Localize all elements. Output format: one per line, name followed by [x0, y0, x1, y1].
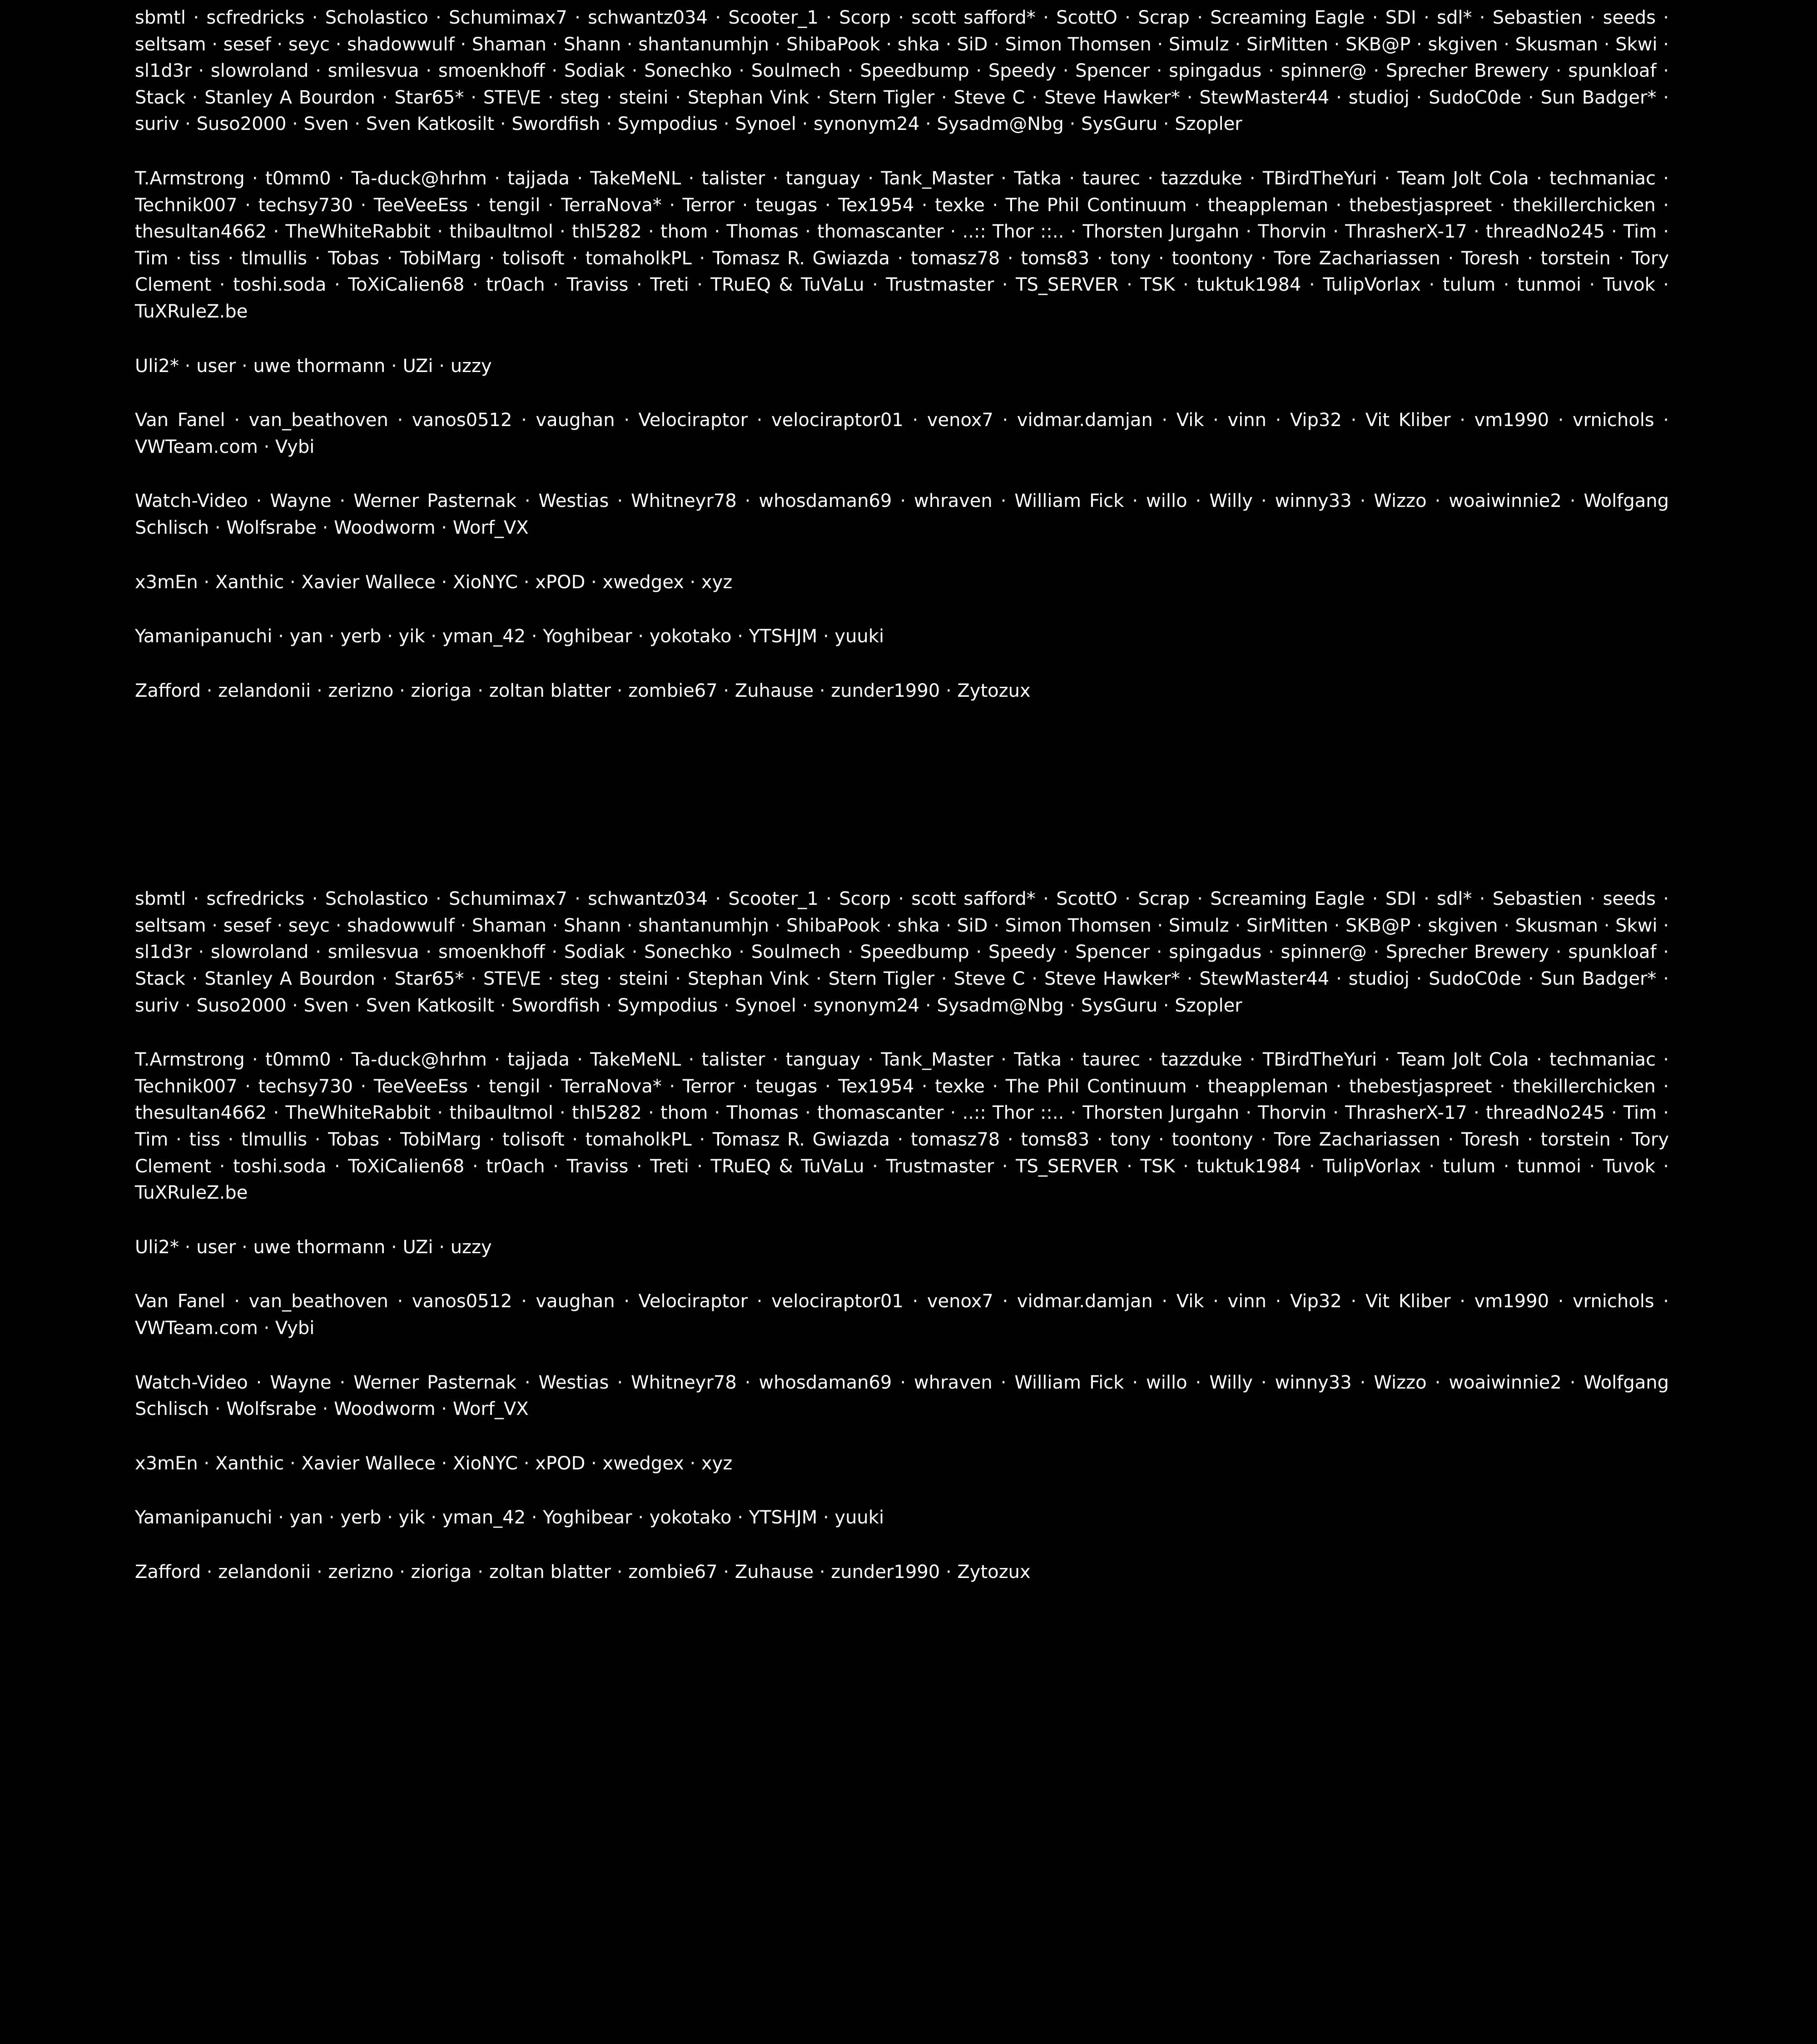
- credits-paragraph-T: T.Armstrong · t0mm0 · Ta-duck@hrhm · tajjada · TakeMeNL · talister · tanguay · Tank_Master · Tatka · taurec · tazzduke · TBirdTheYuri · Team Jolt Cola · techmaniac · Technik007 · techsy730 · TeeVeeEss · tengil · TerraNova* · Terror · teugas · Tex1954 · texke · The Phil Continuum · theappleman · thebestjaspreet · thekillerchicken · thesultan4662 · TheWhiteRabbit · thibaultmol · thl5282 · thom · Thomas · thomascanter · ..:: Thor ::.. · Thorsten Jurgahn · Thorvin · ThrasherX-17 · threadNo245 · Tim · Tim · tiss · tlmullis · Tobas · TobiMarg · tolisoft · tomaholkPL · Tomasz R. Gwiazda · tomasz78 · toms83 · tony · toontony · Tore Zachariassen · Toresh · torstein · Tory Clement · toshi.soda · ToXiCalien68 · tr0ach · Traviss · Treti · TRuEQ & TuVaLu · Trustmaster · TS_SERVER · TSK · tuktuk1984 · TulipVorlax · tulum · tunmoi · Tuvok · TuXRuleZ.be: [135, 168, 1669, 322]
- credits-paragraph-T: T.Armstrong · t0mm0 · Ta-duck@hrhm · tajjada · TakeMeNL · talister · tanguay · Tank_Master · Tatka · taurec · tazzduke · TBirdTheYuri · Team Jolt Cola · techmaniac · Technik007 · techsy730 · TeeVeeEss · tengil · TerraNova* · Terror · teugas · Tex1954 · texke · The Phil Continuum · theappleman · thebestjaspreet · thekillerchicken · thesultan4662 · TheWhiteRabbit · thibaultmol · thl5282 · thom · Thomas · thomascanter · ..:: Thor ::.. · Thorsten Jurgahn · Thorvin · ThrasherX-17 · threadNo245 · Tim · Tim · tiss · tlmullis · Tobas · TobiMarg · tolisoft · tomaholkPL · Tomasz R. Gwiazda · tomasz78 · toms83 · tony · toontony · Tore Zachariassen · Toresh · torstein · Tory Clement · toshi.soda · ToXiCalien68 · tr0ach · Traviss · Treti · TRuEQ & TuVaLu · Trustmaster · TS_SERVER · TSK · tuktuk1984 · TulipVorlax · tulum · tunmoi · Tuvok · TuXRuleZ.be: [135, 1049, 1669, 1204]
- credits-list-copy-1: [135, 5, 1669, 704]
- credits-paragraph-W: Watch-Video · Wayne · Werner Pasternak · Westias · Whitneyr78 · whosdaman69 · whraven · William Fick · willo · Willy · winny33 · Wizzo · woaiwinnie2 · Wolfgang Schlisch · Wolfsrabe · Woodworm · Worf_VX: [135, 1372, 1669, 1420]
- credits-paragraph-U: Uli2* · user · uwe thormann · UZi · uzzy: [135, 355, 492, 377]
- credits-list-copy-2: [135, 886, 1669, 1585]
- credits-paragraph-V: Van Fanel · van_beathoven · vanos0512 · vaughan · Velociraptor · velociraptor01 · venox7 · vidmar.damjan · Vik · vinn · Vip32 · Vit Kliber · vm1990 · vrnichols · VWTeam.com · Vybi: [135, 1291, 1669, 1339]
- credits-paragraph-Z: Zafford · zelandonii · zerizno · zioriga · zoltan blatter · zombie67 · Zuhause · zunder1990 · Zytozux: [135, 1561, 1031, 1583]
- credits-paragraph-W: Watch-Video · Wayne · Werner Pasternak · Westias · Whitneyr78 · whosdaman69 · whraven · William Fick · willo · Willy · winny33 · Wizzo · woaiwinnie2 · Wolfgang Schlisch · Wolfsrabe · Woodworm · Worf_VX: [135, 491, 1669, 538]
- credits-paragraph-Y: Yamanipanuchi · yan · yerb · yik · yman_42 · Yoghibear · yokotako · YTSHJM · yuuki: [135, 626, 884, 647]
- credits-paragraph-V: Van Fanel · van_beathoven · vanos0512 · vaughan · Velociraptor · velociraptor01 · venox7 · vidmar.damjan · Vik · vinn · Vip32 · Vit Kliber · vm1990 · vrnichols · VWTeam.com · Vybi: [135, 410, 1669, 457]
- credits-paragraph-U: Uli2* · user · uwe thormann · UZi · uzzy: [135, 1236, 492, 1258]
- credits-paragraph-S: sbmtl · scfredricks · Scholastico · Schumimax7 · schwantz034 · Scooter_1 · Scorp · scott safford* · ScottO · Scrap · Screaming Eagle · SDI · sdl* · Sebastien · seeds · seltsam · sesef · seyc · shadowwulf · Shaman · Shann · shantanumhjn · ShibaPook · shka · SiD · Simon Thomsen · Simulz · SirMitten · SKB@P · skgiven · Skusman · Skwi · sl1d3r · slowroland · smilesvua · smoenkhoff · Sodiak · Sonechko · Soulmech · Speedbump · Speedy · Spencer · spingadus · spinner@ · Sprecher Brewery · spunkloaf · Stack · Stanley A Bourdon · Star65* · STE\/E · steg · steini · Stephan Vink · Stern Tigler · Steve C · Steve Hawker* · StewMaster44 · studioj · SudoC0de · Sun Badger* · suriv · Suso2000 · Sven · Sven Katkosilt · Swordfish · Sympodius · Synoel · synonym24 · Sysadm@Nbg · SysGuru · Szopler: [135, 7, 1669, 135]
- credits-paragraph-Y: Yamanipanuchi · yan · yerb · yik · yman_42 · Yoghibear · yokotako · YTSHJM · yuuki: [135, 1507, 884, 1528]
- credits-paragraph-X: x3mEn · Xanthic · Xavier Wallece · XioNYC · xPOD · xwedgex · xyz: [135, 1453, 733, 1474]
- credits-paragraph-X: x3mEn · Xanthic · Xavier Wallece · XioNYC · xPOD · xwedgex · xyz: [135, 571, 733, 593]
- credits-paragraph-S: sbmtl · scfredricks · Scholastico · Schumimax7 · schwantz034 · Scooter_1 · Scorp · scott safford* · ScottO · Scrap · Screaming Eagle · SDI · sdl* · Sebastien · seeds · seltsam · sesef · seyc · shadowwulf · Shaman · Shann · shantanumhjn · ShibaPook · shka · SiD · Simon Thomsen · Simulz · SirMitten · SKB@P · skgiven · Skusman · Skwi · sl1d3r · slowroland · smilesvua · smoenkhoff · Sodiak · Sonechko · Soulmech · Speedbump · Speedy · Spencer · spingadus · spinner@ · Sprecher Brewery · spunkloaf · Stack · Stanley A Bourdon · Star65* · STE\/E · steg · steini · Stephan Vink · Stern Tigler · Steve C · Steve Hawker* · StewMaster44 · studioj · SudoC0de · Sun Badger* · suriv · Suso2000 · Sven · Sven Katkosilt · Swordfish · Sympodius · Synoel · synonym24 · Sysadm@Nbg · SysGuru · Szopler: [135, 888, 1669, 1016]
- credits-paragraph-Z: Zafford · zelandonii · zerizno · zioriga · zoltan blatter · zombie67 · Zuhause · zunder1990 · Zytozux: [135, 680, 1031, 701]
